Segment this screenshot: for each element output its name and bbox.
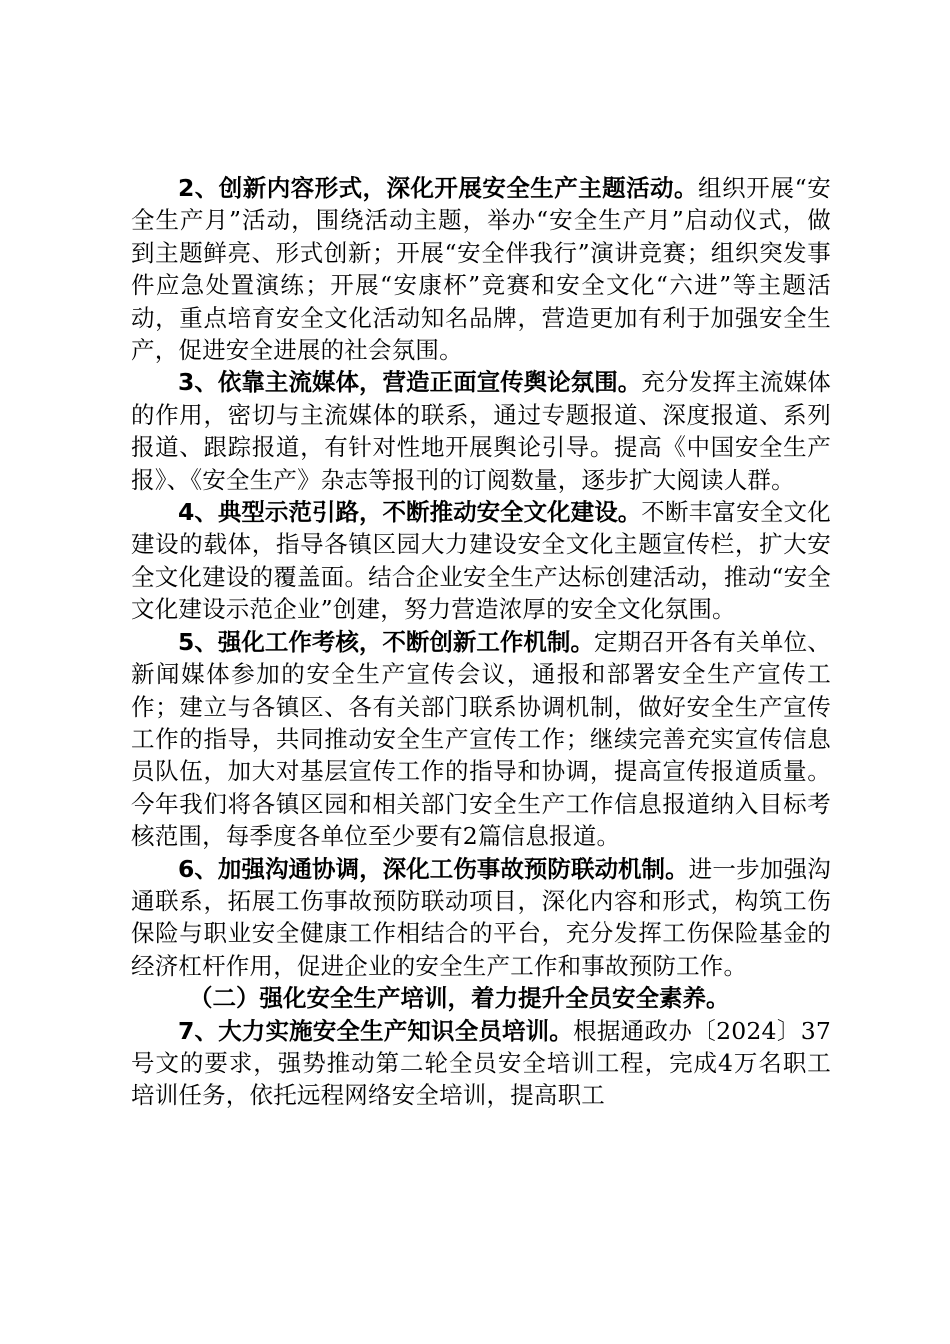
paragraph-body: 进一步加强沟通联系，拓展工伤事故预防联动项目，深化内容和形式，构筑工伤保险与职业安全健康工作相结合的平台，充分发挥工伤保险基金的经济杠杆作用，促进企业的安全生产工作和事故预防工作。 [131,854,831,980]
paragraph-lead: 5、强化工作考核，不断创新工作机制。 [178,627,594,656]
paragraph-body: 根据通政办〔2024〕37号文的要求，强势推动第二轮全员安全培训工程，完成4万名职工培训任务，依托远程网络安全培训，提高职工 [131,1016,832,1110]
paragraph-body: 组织开展“安全生产月”活动，围绕活动主题，举办“安全生产月”启动仪式，做到主题鲜亮、形式创新；开展“安全伴我行”演讲竞赛；组织突发事件应急处置演练；开展“安康杯”竞赛和安全文化“六进”等主题活动，重点培育安全文化活动知名品牌，营造更加有利于加强安全生产，促进安全进展的社会氛围。 [131,174,831,365]
paragraph-item-5 [131,626,831,853]
paragraph-item-7 [131,1015,831,1112]
paragraph-lead: 4、典型示范引路，不断推动安全文化建设。 [178,498,642,527]
paragraph-body: 不断丰富安全文化建设的载体，指导各镇区园大力建设安全文化主题宣传栏，扩大安全文化建设的覆盖面。结合企业安全生产达标创建活动，推动“安全文化建设示范企业”创建，努力营造浓厚的安全文化氛围。 [131,498,831,624]
document-page [131,172,831,1112]
paragraph-lead: 6、加强沟通协调，深化工伤事故预防联动机制。 [178,854,689,883]
paragraph-item-6 [131,853,831,983]
paragraph-item-2 [131,172,831,366]
paragraph-item-3 [131,366,831,496]
paragraph-lead: 7、大力实施安全生产知识全员培训。 [178,1016,573,1045]
paragraph-body: 充分发挥主流媒体的作用，密切与主流媒体的联系，通过专题报道、深度报道、系列报道、跟踪报道，有针对性地开展舆论引导。提高《中国安全生产报》、《安全生产》杂志等报刊的订阅数量，逐步扩大阅读人群。 [131,368,831,494]
section-heading: （二）强化安全生产培训，着力提升全员安全素养。 [189,984,730,1013]
paragraph-body: 定期召开各有关单位、新闻媒体参加的安全生产宣传会议，通报和部署安全生产宣传工作；建立与各镇区、各有关部门联系协调机制，做好安全生产宣传工作的指导，共同推动安全生产宣传工作；继续完善充实宣传信息员队伍，加大对基层宣传工作的指导和协调，提高宣传报道质量。今年我们将各镇区园和相关部门安全生产工作信息报道纳入目标考核范围，每季度各单位至少要有2篇信息报道。 [131,627,831,851]
paragraph-lead: 2、创新内容形式，深化开展安全生产主题活动。 [178,174,698,202]
paragraph-item-4 [131,496,831,626]
paragraph-lead: 3、依靠主流媒体，营造正面宣传舆论氛围。 [178,368,642,397]
